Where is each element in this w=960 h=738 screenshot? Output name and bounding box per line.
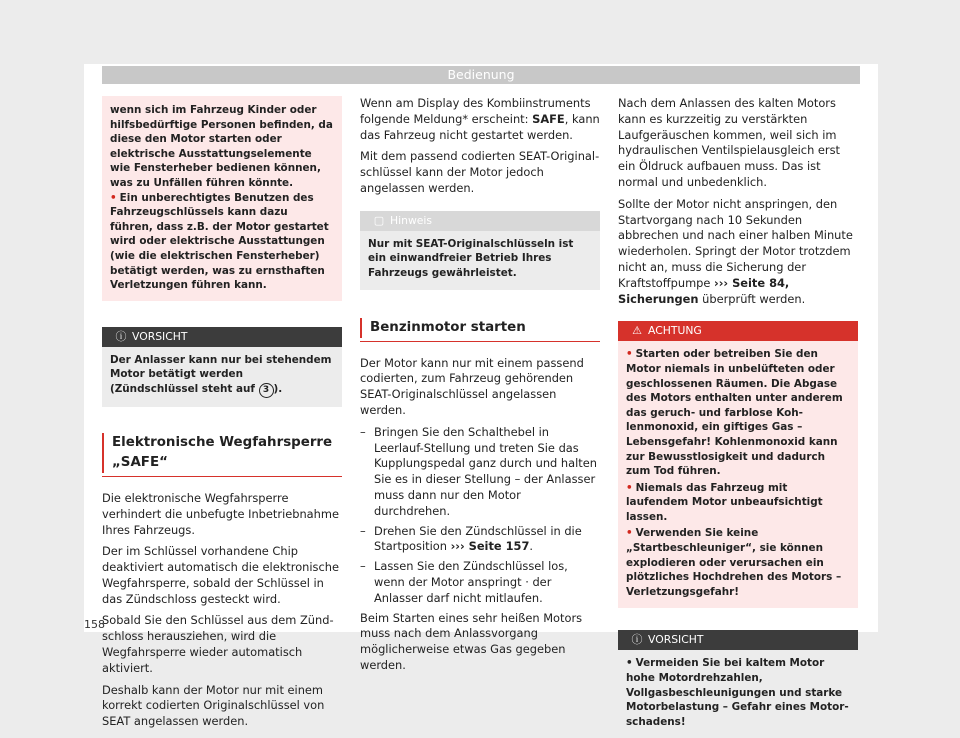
paragraph: Nach dem Anlassen des kalten Motors kann es kurzzeitig zu verstärkten Laufgeräuschen kommen, weil sich im hydraulischen Ventilspielausgleich erst ein Öldruck aufbauen muss. Das ist normal und unbedenklich. — [618, 96, 840, 189]
hinweis-text: Nur mit SEAT-Originalschlüsseln ist ein einwandfreier Betrieb Ihres Fahrzeugs gewährleistet. — [368, 237, 574, 279]
page-header: Bedienung — [102, 66, 860, 84]
column-3 — [618, 96, 858, 738]
hinweis-header: ▢ Hinweis — [360, 211, 600, 231]
vorsicht-body-2 — [618, 650, 858, 738]
achtung-body — [618, 341, 858, 608]
warning-continuation-box — [102, 96, 342, 301]
paragraph: Sollte der Motor nicht anspringen, den Startvorgang nach 10 Sekunden abbrechen und nach einer halben Minute wiederholen. Springt der Motor trotzdem nicht an, muss die Sicherung der Kraftstoffpumpe ››› Seite 84, Sicherungen überprüft werden. — [618, 196, 853, 306]
position-3-icon: 3 — [259, 383, 274, 398]
hinweis-body — [360, 231, 600, 290]
page-link[interactable]: ››› Seite 157 — [450, 539, 530, 554]
paragraph: Der Motor kann nur mit einem passend codierten, zum Fahrzeug gehörenden SEAT-Originalschlüssel angelassen werden. — [360, 355, 584, 417]
achtung-item: • Niemals das Fahrzeug mit laufendem Motor unbeaufsichtigt lassen. — [626, 481, 823, 523]
vorsicht-header-2: ⓘ VORSICHT — [618, 630, 858, 650]
section-heading-benzin — [360, 318, 600, 342]
paragraph: Sobald Sie den Schlüssel aus dem Zündschloss herausziehen, wird die Wegfahrsperre wieder automatisch aktiviert. — [102, 613, 334, 675]
vorsicht-body — [102, 347, 342, 407]
step-item: – Bringen Sie den Schalthebel in Leerlauf-Stellung und treten Sie das Kupplungspedal ganz durch und halten Sie es in dieser Stellung – der Anlasser muss dann nur den Motor durchdrehen. — [360, 424, 597, 518]
step-item: – Lassen Sie den Zündschlüssel los, wenn der Motor anspringt · der Anlasser darf nicht mitlaufen. — [360, 559, 568, 605]
caution-icon: ⓘ — [631, 633, 643, 647]
bullet-icon: • — [626, 657, 633, 670]
note-icon: ▢ — [373, 213, 385, 227]
paragraph: Die elektronische Wegfahrsperre verhindert die unbefugte Inbetriebnahme Ihres Fahrzeugs. — [102, 490, 339, 537]
achtung-item: • Verwenden Sie keine „Startbeschleuniger“, sie können explodieren oder verursachen ein plötzliches Hochdrehen des Motors – Verletzungsgefahr! — [626, 527, 842, 598]
page-number: 158 — [84, 618, 105, 631]
paragraph: Wenn am Display des Kombiinstruments folgende Meldung* erscheint: SAFE, kann das Fahrzeug nicht gestartet werden. — [360, 96, 600, 142]
column-2 — [360, 96, 600, 680]
achtung-header: ⚠ ACHTUNG — [618, 321, 858, 341]
warning-item-2: • Ein unberechtigtes Benutzen des Fahrzeugschlüssels kann dazu führen, dass z.B. der Motor gestartet wird oder elektrische Ausstattungen (wie die elektrischen Fensterheber) betätigt werden, was zu ernsthaften Verletzungen führen kann. — [110, 191, 329, 292]
warning-triangle-icon: ⚠ — [632, 324, 642, 338]
section-heading-safe — [102, 433, 342, 477]
bullet-icon: • — [626, 348, 633, 361]
page-link[interactable]: ››› Seite 84, Sicherungen — [618, 275, 790, 306]
vorsicht-item: • Vermeiden Sie bei kaltem Motor hohe Motordrehzahlen, Vollgasbeschleunigungen und starke Motorbelastung – Gefahr eines Motorschadens! — [626, 657, 849, 728]
paragraph: Der im Schlüssel vorhandene Chip deaktiviert automatisch die elektronische Wegfahrsperre, sobald der Schlüssel in das Zündschloss gesteckt wird. — [102, 544, 339, 606]
section-title-safe: Elektronische Wegfahrsperre „SAFE“ — [102, 433, 342, 473]
warning-text-1: wenn sich im Fahrzeug Kinder oder hilfsbedürftige Personen befinden, da diese den Motor starten oder elektrische Ausstattungselemente wie Fensterheber bedienen können, was zu Unfällen führen könnte. — [110, 104, 333, 189]
column-1 — [102, 96, 342, 736]
bullet-icon: • — [626, 481, 633, 494]
paragraph: Beim Starten eines sehr heißen Motors muss nach dem Anlassvorgang möglicherweise etwas Gas gegeben werden. — [360, 610, 583, 672]
step-item: – Drehen Sie den Zündschlüssel in die Startposition ››› Seite 157. — [360, 523, 582, 554]
paragraph: Deshalb kann der Motor nur mit einem korrekt codierten Originalschlüssel von SEAT angelassen werden. — [102, 682, 325, 729]
bullet-icon: • — [110, 191, 117, 204]
paragraph: Mit dem passend codierten SEAT-Originalschlüssel kann der Motor jedoch angelassen werden. — [360, 149, 600, 195]
vorsicht-text: Der Anlasser kann nur bei stehendem Motor betätigt werden (Zündschlüssel steht auf 3 ). — [110, 353, 334, 398]
bullet-icon: • — [626, 527, 633, 540]
achtung-item: • Starten oder betreiben Sie den Motor niemals in unbelüfteten oder geschlossenen Räumen. Die Abgase des Motors enthalten unter anderem das geruch- und farblose Kohlenmonoxid, ein giftiges Gas – Lebensgefahr! Kohlenmonoxid kann zur Bewusstlosigkeit und dadurch zum Tod führen. — [626, 348, 843, 478]
vorsicht-header: ⓘ VORSICHT — [102, 327, 342, 347]
caution-icon: ⓘ — [115, 329, 127, 343]
section-title-benzin: Benzinmotor starten — [360, 318, 600, 338]
